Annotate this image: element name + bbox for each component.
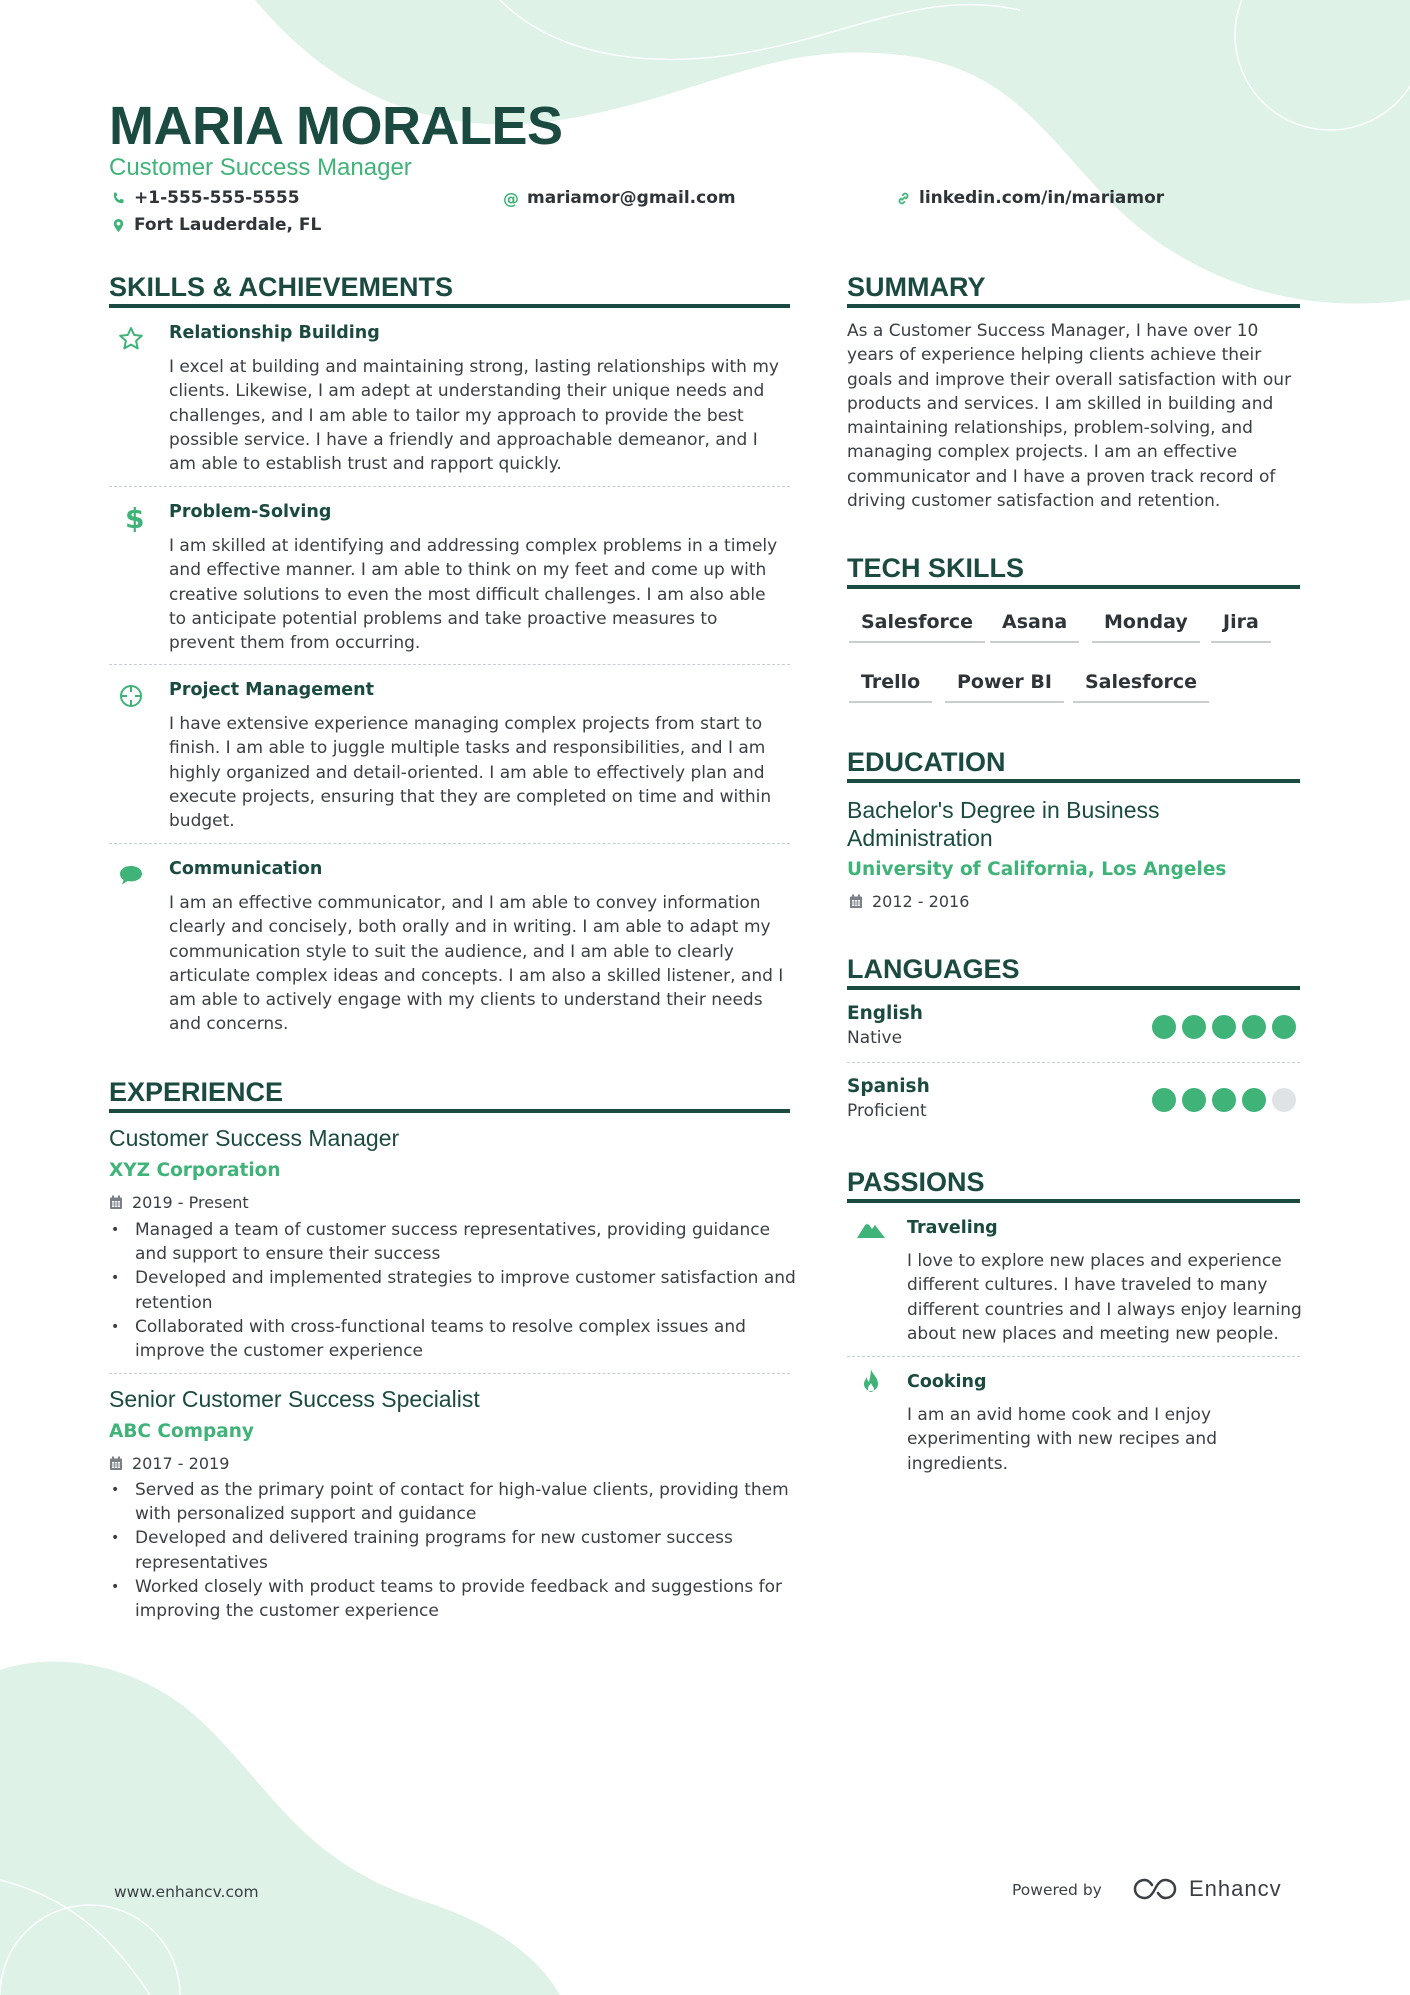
skills-heading: SKILLS & ACHIEVEMENTS: [109, 272, 454, 302]
bullet-item: • Developed and delivered training programs for new customer success representatives: [109, 1526, 799, 1574]
crosshair-icon: [117, 682, 145, 710]
calendar-icon: [849, 894, 863, 909]
experience-heading-rule: [109, 1109, 790, 1113]
contact-location: [111, 215, 321, 235]
skill-description: I am skilled at identifying and addressing complex problems in a timely and effective manner. I am able to think on my feet and come up with creative solutions to even the most difficult challenges. I am also able to anticipate potential problems and take proactive measures to prevent them from occurring.: [169, 536, 778, 654]
rating-dot-filled: [1212, 1015, 1236, 1039]
experience-heading: EXPERIENCE: [109, 1077, 284, 1107]
rating-dot-filled: [1152, 1088, 1176, 1112]
calendar-icon: [109, 1456, 123, 1471]
skill-description: I have extensive experience managing complex projects from start to finish. I am able to juggle multiple tasks and responsibilities, and I am highly organized and detail-oriented. I am able to effectively plan and execute projects, ensuring that they are completed on time and within budget.: [169, 714, 772, 832]
language-name: English: [847, 1003, 923, 1024]
flame-icon: [855, 1367, 887, 1397]
tech-skills-heading-rule: [847, 585, 1300, 589]
svg-text:$: $: [125, 504, 145, 532]
job-title: Customer Success Manager: [109, 1125, 400, 1151]
bullet-item: • Collaborated with cross-functional teams to resolve complex issues and improve the customer experience: [109, 1315, 799, 1363]
skill-title: Project Management: [169, 680, 374, 700]
summary-heading: SUMMARY: [847, 272, 986, 302]
footer-url[interactable]: www.enhancv.com: [114, 1883, 259, 1901]
job-dates: [109, 1193, 249, 1212]
rating-dot-empty: [1272, 1088, 1296, 1112]
dates-text: 2017 - 2019: [132, 1454, 230, 1473]
job-bullets: [109, 1218, 799, 1363]
candidate-name: MARIA MORALES: [109, 96, 563, 156]
tech-skill-tag: Salesforce: [849, 611, 985, 643]
location-pin-icon: [111, 218, 126, 233]
email-text: mariamor@gmail.com: [527, 188, 736, 208]
brand-logo[interactable]: [1131, 1876, 1282, 1902]
degree: Bachelor's Degree in Business Administration: [847, 797, 1160, 851]
rating-dot-filled: [1242, 1088, 1266, 1112]
passion-title: Cooking: [907, 1372, 987, 1392]
bullet-item: • Served as the primary point of contact for high-value clients, providing them with personalized support and guidance: [109, 1478, 799, 1526]
powered-by-label: Powered by: [1012, 1881, 1102, 1899]
job-dates: [109, 1454, 229, 1473]
rating-dot-filled: [1152, 1015, 1176, 1039]
rating-dot-filled: [1272, 1015, 1296, 1039]
rating-dot-filled: [1182, 1015, 1206, 1039]
education-heading: EDUCATION: [847, 747, 1006, 777]
enhancv-logo-icon: [1131, 1876, 1179, 1902]
rating-dot-filled: [1242, 1015, 1266, 1039]
linkedin-text: linkedin.com/in/mariamor: [919, 188, 1165, 208]
tech-skill-tag: Power BI: [945, 671, 1064, 703]
tech-skill-tag: Trello: [849, 671, 932, 703]
bullet-item: • Worked closely with product teams to provide feedback and suggestions for improving the customer experience: [109, 1575, 799, 1623]
skill-title: Problem-Solving: [169, 502, 332, 522]
link-icon: [896, 191, 911, 206]
education-dates: [849, 892, 969, 911]
divider: [847, 1356, 1300, 1357]
language-name: Spanish: [847, 1076, 930, 1097]
tech-skills-heading: TECH SKILLS: [847, 553, 1025, 583]
dollar-icon: [117, 504, 145, 532]
divider: [109, 1373, 790, 1374]
candidate-title: Customer Success Manager: [109, 154, 412, 181]
mountain-icon: [855, 1213, 887, 1243]
tech-skill-tag: Jira: [1211, 611, 1271, 643]
company-name: ABC Company: [109, 1421, 254, 1442]
education-heading-rule: [847, 779, 1300, 783]
language-level: Proficient: [847, 1101, 927, 1121]
passion-description: I love to explore new places and experience different cultures. I have traveled to many different countries and I always enjoy learning about new places and meeting new people.: [907, 1251, 1302, 1344]
languages-heading-rule: [847, 986, 1300, 990]
at-icon: @: [503, 188, 519, 208]
passion-title: Traveling: [907, 1218, 998, 1238]
speech-bubble-icon: [117, 861, 145, 889]
skill-description: I excel at building and maintaining strong, lasting relationships with my clients. Likewise, I am adept at understanding their unique needs and challenges, and I am able to tailor my approach to provide the best possible service. I have a friendly and approachable demeanor, and I am able to establish trust and rapport quickly.: [169, 357, 779, 475]
passions-heading: PASSIONS: [847, 1167, 985, 1197]
star-icon: [117, 325, 145, 353]
divider: [109, 843, 790, 844]
job-title: Senior Customer Success Specialist: [109, 1386, 480, 1412]
passion-description: I am an avid home cook and I enjoy experimenting with new recipes and ingredients.: [907, 1405, 1217, 1474]
skill-title: Communication: [169, 859, 323, 879]
divider: [109, 664, 790, 665]
company-name: XYZ Corporation: [109, 1160, 281, 1181]
school-name: University of California, Los Angeles: [847, 859, 1227, 880]
summary-heading-rule: [847, 304, 1300, 308]
divider: [847, 1062, 1300, 1063]
bullet-item: • Managed a team of customer success representatives, providing guidance and support to ensure their success: [109, 1218, 799, 1266]
contact-phone[interactable]: [111, 188, 300, 208]
job-bullets: [109, 1478, 799, 1623]
language-rating: [1152, 1088, 1296, 1112]
dates-text: 2019 - Present: [132, 1193, 249, 1212]
skills-heading-rule: [109, 304, 790, 308]
tech-skill-tag: Monday: [1092, 611, 1200, 643]
skill-description: I am an effective communicator, and I am able to convey information clearly and concisely, both orally and in writing. I am able to adapt my communication style to suit the audience, and I am able to clearly articulate complex ideas and concepts. I am also a skilled listener, and I am able to actively engage with my clients to understand their needs and concerns.: [169, 893, 784, 1035]
bullet-item: • Developed and implemented strategies to improve customer satisfaction and retention: [109, 1266, 799, 1314]
rating-dot-filled: [1212, 1088, 1236, 1112]
tech-skill-tag: Asana: [990, 611, 1079, 643]
skill-title: Relationship Building: [169, 323, 380, 343]
contact-email[interactable]: [503, 188, 736, 208]
calendar-icon: [109, 1195, 123, 1210]
language-rating: [1152, 1015, 1296, 1039]
tech-skill-tag: Salesforce: [1073, 671, 1209, 703]
phone-text: +1-555-555-5555: [134, 188, 300, 208]
summary-text: As a Customer Success Manager, I have over 10 years of experience helping clients achieve their goals and improve their overall satisfaction with our products and services. I am skilled in building and maintaining relationships, problem-solving, and managing complex projects. I am an effective communicator and I have a proven track record of driving customer satisfaction and retention.: [847, 321, 1292, 512]
languages-heading: LANGUAGES: [847, 954, 1020, 984]
contact-linkedin[interactable]: [896, 188, 1164, 208]
divider: [109, 486, 790, 487]
passions-heading-rule: [847, 1199, 1300, 1203]
brand-name: Enhancv: [1189, 1876, 1282, 1901]
rating-dot-filled: [1182, 1088, 1206, 1112]
location-text: Fort Lauderdale, FL: [134, 215, 322, 235]
phone-icon: [111, 191, 126, 206]
language-level: Native: [847, 1028, 903, 1048]
dates-text: 2012 - 2016: [872, 892, 970, 911]
